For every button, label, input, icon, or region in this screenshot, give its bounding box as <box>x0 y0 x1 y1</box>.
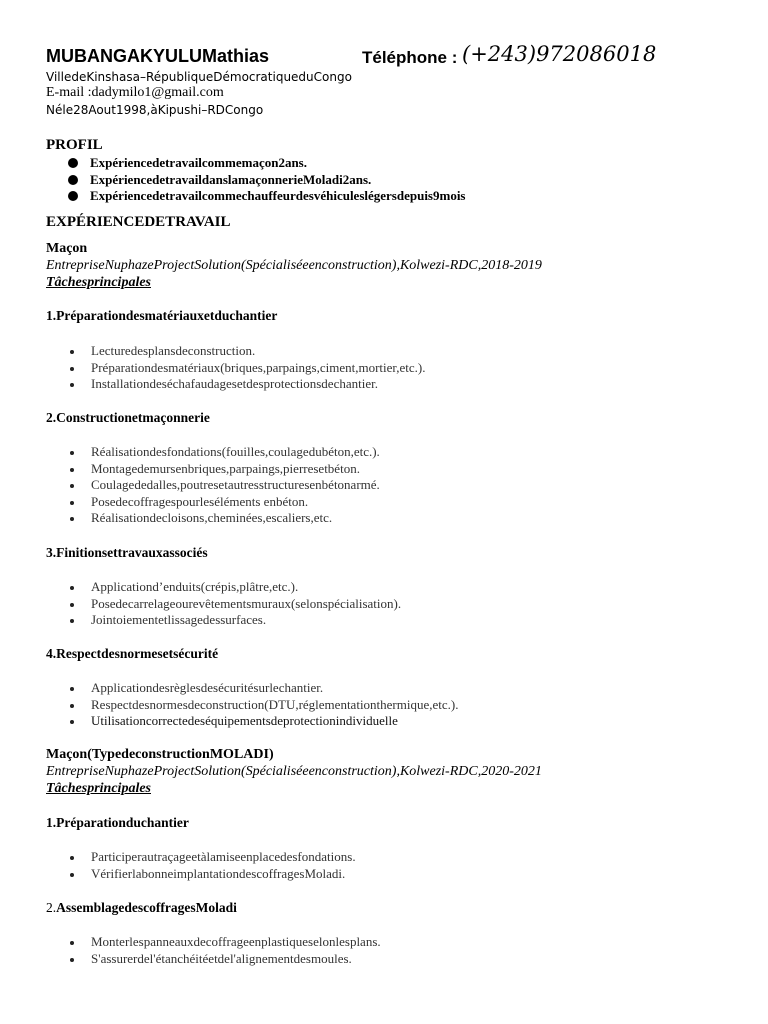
task-item: Monterlespanneauxdecoffrageenplastiqueselonlesplans. <box>68 934 381 951</box>
task-list <box>68 849 356 882</box>
job-company: EntrepriseNuphazeProjectSolution(Spécialiséeenconstruction),Kolwezi-RDC,2020-2021 <box>46 764 542 779</box>
task-item: Jointoiementetlissagedessurfaces. <box>68 612 401 629</box>
tasks-label: Tâchesprincipales <box>46 781 151 796</box>
task-group-heading: 1.Préparationdesmatériauxetduchantier <box>46 308 278 323</box>
header <box>46 44 726 72</box>
task-list <box>68 579 401 629</box>
profil-item: Expériencedetravailcommechauffeurdesvéhiculeslégersdepuis9mois <box>68 188 466 205</box>
profil-item: Expériencedetravailcommemaçon2ans. <box>68 155 466 172</box>
task-item: Coulagededalles,poutresetautresstructuresenbétonarmé. <box>68 477 380 494</box>
address-line: VilledeKinshasa–RépubliqueDémocratiqueduCongo <box>46 70 352 84</box>
bullet-icon <box>68 158 78 168</box>
task-list <box>68 444 380 527</box>
task-group-heading: 1.Préparationduchantier <box>46 815 189 830</box>
task-item: Posedecarrelageourevêtementsmuraux(selonspécialisation). <box>68 596 401 613</box>
profil-item: ExpériencedetravaildanslamaçonnerieMoladi2ans. <box>68 172 466 189</box>
task-item: Participerautraçageetàlamiseenplacedesfondations. <box>68 849 356 866</box>
task-item: Utilisationcorrectedeséquipementsdeprotectionindividuelle <box>68 713 459 730</box>
phone-label: Téléphone : <box>362 48 458 67</box>
task-item: VérifierlabonneimplantationdescoffragesMoladi. <box>68 866 356 883</box>
task-item: Réalisationdecloisons,cheminées,escaliers,etc. <box>68 510 380 527</box>
task-list <box>68 680 459 730</box>
task-item: Lecturedesplansdeconstruction. <box>68 343 425 360</box>
task-item: Respectdesnormesdeconstruction(DTU,réglementationthermique,etc.). <box>68 697 459 714</box>
experience-heading: EXPÉRIENCEDETRAVAIL <box>46 214 231 230</box>
task-list <box>68 934 381 967</box>
task-item: Installationdeséchafaudagesetdesprotectionsdechantier. <box>68 376 425 393</box>
task-group-heading: 4.Respectdesnormesetsécurité <box>46 646 219 661</box>
bullet-icon <box>68 191 78 201</box>
task-item: Applicationd’enduits(crépis,plâtre,etc.). <box>68 579 401 596</box>
job-block <box>46 240 542 291</box>
profil-list <box>68 155 466 205</box>
birth-line: Néle28Aout1998,àKipushi–RDCongo <box>46 103 264 117</box>
task-list <box>68 343 425 393</box>
job-title: Maçon(TypedeconstructionMOLADI) <box>46 747 274 762</box>
job-company: EntrepriseNuphazeProjectSolution(Spécialiséeenconstruction),Kolwezi-RDC,2018-2019 <box>46 258 542 273</box>
person-name: MUBANGAKYULUMathias <box>46 46 270 66</box>
tasks-label: Tâchesprincipales <box>46 275 151 290</box>
task-group-heading: 3.Finitionsettravauxassociés <box>46 545 208 560</box>
task-item: Réalisationdesfondations(fouilles,coulagedubéton,etc.). <box>68 444 380 461</box>
job-title: Maçon <box>46 241 88 256</box>
job-block <box>46 746 542 797</box>
task-group-heading: 2.Constructionetmaçonnerie <box>46 410 210 425</box>
task-item: Posedecoffragespourleséléments enbéton. <box>68 494 380 511</box>
email-line: E-mail :dadymilo1@gmail.com <box>46 85 224 100</box>
task-item: Montagedemursenbriques,parpaings,pierresetbéton. <box>68 461 380 478</box>
task-item: Applicationdesrèglesdesécuritésurlechantier. <box>68 680 459 697</box>
profil-heading: PROFIL <box>46 137 103 153</box>
bullet-icon <box>68 175 78 185</box>
task-item: Préparationdesmatériaux(briques,parpaings,ciment,mortier,etc.). <box>68 360 425 377</box>
phone-number: (+243)972086018 <box>462 42 657 66</box>
task-item: S'assurerdel'étanchéitéetdel'alignementdesmoules. <box>68 951 381 968</box>
task-group-heading: 2.AssemblagedescoffragesMoladi <box>46 900 237 915</box>
